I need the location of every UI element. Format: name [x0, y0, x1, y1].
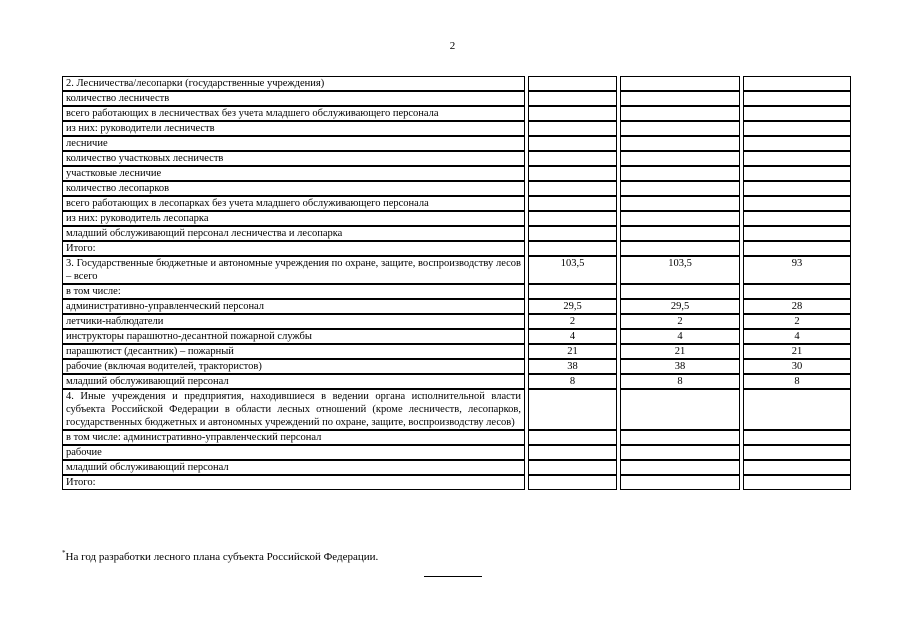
- footnote-marker: *: [62, 549, 66, 557]
- value-cell-1: [528, 445, 617, 460]
- value-cell-3: [743, 91, 851, 106]
- row-label: младший обслуживающий персонал: [62, 374, 525, 389]
- value-cell-3: 2: [743, 314, 851, 329]
- value-cell-1: [528, 121, 617, 136]
- row-label: из них: руководители лесничеств: [62, 121, 525, 136]
- value-cell-2: [620, 106, 740, 121]
- value-cell-1: [528, 181, 617, 196]
- value-cell-3: [743, 445, 851, 460]
- value-cell-2: [620, 226, 740, 241]
- table-row: [62, 121, 851, 136]
- value-cell-2: [620, 284, 740, 299]
- value-cell-2: [620, 211, 740, 226]
- value-cell-2: [620, 76, 740, 91]
- value-cell-1: [528, 241, 617, 256]
- value-cell-3: [743, 166, 851, 181]
- value-cell-3: [743, 136, 851, 151]
- row-label: количество участковых лесничеств: [62, 151, 525, 166]
- value-cell-3: [743, 241, 851, 256]
- table-row: [62, 76, 851, 91]
- value-cell-3: [743, 76, 851, 91]
- value-cell-1: [528, 475, 617, 490]
- table-row: [62, 314, 851, 329]
- value-cell-2: [620, 430, 740, 445]
- row-label: в том числе:: [62, 284, 525, 299]
- value-cell-2: [620, 475, 740, 490]
- table-row: [62, 284, 851, 299]
- row-label: 4. Иные учреждения и предприятия, находившиеся в ведении органа исполнительной власти субъекта Российской Федерации в области лесных отношений (кроме лесничеств, лесопарков, государственных бюджетных и автономных учреждений по охране, защите, воспроизводству лесов): [62, 389, 525, 430]
- value-cell-2: 8: [620, 374, 740, 389]
- row-label: 3. Государственные бюджетные и автономные учреждения по охране, защите, воспроизводству лесов – всего: [62, 256, 525, 284]
- row-label: участковые лесничие: [62, 166, 525, 181]
- table-row: [62, 329, 851, 344]
- value-cell-2: [620, 196, 740, 211]
- value-cell-1: [528, 226, 617, 241]
- row-label: Итого:: [62, 475, 525, 490]
- value-cell-1: [528, 430, 617, 445]
- value-cell-2: 2: [620, 314, 740, 329]
- value-cell-2: 29,5: [620, 299, 740, 314]
- value-cell-2: [620, 136, 740, 151]
- value-cell-3: 93: [743, 256, 851, 284]
- value-cell-1: [528, 136, 617, 151]
- row-label: административно-управленческий персонал: [62, 299, 525, 314]
- value-cell-2: [620, 151, 740, 166]
- row-label: количество лесопарков: [62, 181, 525, 196]
- table-row: [62, 181, 851, 196]
- value-cell-1: 4: [528, 329, 617, 344]
- table-row: [62, 299, 851, 314]
- value-cell-3: [743, 460, 851, 475]
- row-label: всего работающих в лесопарках без учета младшего обслуживающего персонала: [62, 196, 525, 211]
- table-row: [62, 136, 851, 151]
- value-cell-3: [743, 475, 851, 490]
- value-cell-2: [620, 460, 740, 475]
- row-label: инструкторы парашютно-десантной пожарной службы: [62, 329, 525, 344]
- row-label: количество лесничеств: [62, 91, 525, 106]
- row-label: рабочие: [62, 445, 525, 460]
- value-cell-3: [743, 196, 851, 211]
- value-cell-1: 2: [528, 314, 617, 329]
- value-cell-2: [620, 445, 740, 460]
- row-label: 2. Лесничества/лесопарки (государственные учреждения): [62, 76, 525, 91]
- value-cell-1: [528, 284, 617, 299]
- value-cell-3: 30: [743, 359, 851, 374]
- value-cell-1: [528, 196, 617, 211]
- table-row: [62, 226, 851, 241]
- value-cell-1: [528, 76, 617, 91]
- table-row: [62, 460, 851, 475]
- value-cell-2: 103,5: [620, 256, 740, 284]
- row-label: лесничие: [62, 136, 525, 151]
- value-cell-1: [528, 151, 617, 166]
- value-cell-3: [743, 121, 851, 136]
- table-row: [62, 430, 851, 445]
- value-cell-1: 29,5: [528, 299, 617, 314]
- value-cell-2: 21: [620, 344, 740, 359]
- value-cell-1: [528, 211, 617, 226]
- table-row: [62, 445, 851, 460]
- table-row: [62, 106, 851, 121]
- value-cell-3: [743, 106, 851, 121]
- table-row: [62, 344, 851, 359]
- table-row: [62, 374, 851, 389]
- value-cell-2: [620, 181, 740, 196]
- value-cell-2: [620, 121, 740, 136]
- value-cell-1: [528, 106, 617, 121]
- value-cell-1: [528, 91, 617, 106]
- value-cell-1: 103,5: [528, 256, 617, 284]
- footnote-separator-line: [424, 576, 482, 577]
- value-cell-1: 21: [528, 344, 617, 359]
- table-row: [62, 359, 851, 374]
- row-label: парашютист (десантник) – пожарный: [62, 344, 525, 359]
- table-row: [62, 256, 851, 284]
- row-label: рабочие (включая водителей, трактористов): [62, 359, 525, 374]
- table-row: [62, 166, 851, 181]
- value-cell-3: [743, 226, 851, 241]
- value-cell-2: [620, 91, 740, 106]
- table-row: [62, 196, 851, 211]
- row-label: из них: руководитель лесопарка: [62, 211, 525, 226]
- value-cell-2: [620, 241, 740, 256]
- value-cell-3: [743, 389, 851, 430]
- row-label: младший обслуживающий персонал лесничества и лесопарка: [62, 226, 525, 241]
- table-row: [62, 389, 851, 430]
- row-label: в том числе: административно-управленческий персонал: [62, 430, 525, 445]
- table-row: [62, 91, 851, 106]
- value-cell-3: [743, 151, 851, 166]
- table-row: [62, 475, 851, 490]
- footnote-text: На год разработки лесного плана субъекта Российской Федерации.: [65, 551, 379, 563]
- value-cell-1: [528, 460, 617, 475]
- value-cell-1: [528, 166, 617, 181]
- row-label: летчики-наблюдатели: [62, 314, 525, 329]
- page-number: 2: [449, 40, 456, 52]
- value-cell-3: [743, 284, 851, 299]
- row-label: всего работающих в лесничествах без учета младшего обслуживающего персонала: [62, 106, 525, 121]
- value-cell-3: [743, 430, 851, 445]
- value-cell-3: 21: [743, 344, 851, 359]
- value-cell-3: 4: [743, 329, 851, 344]
- value-cell-3: 28: [743, 299, 851, 314]
- value-cell-1: 38: [528, 359, 617, 374]
- row-label: младший обслуживающий персонал: [62, 460, 525, 475]
- value-cell-2: [620, 166, 740, 181]
- value-cell-3: [743, 181, 851, 196]
- value-cell-3: [743, 211, 851, 226]
- footnote: [62, 551, 378, 563]
- row-label: Итого:: [62, 241, 525, 256]
- value-cell-2: 4: [620, 329, 740, 344]
- value-cell-3: 8: [743, 374, 851, 389]
- table-row: [62, 151, 851, 166]
- value-cell-2: 38: [620, 359, 740, 374]
- forestry-staff-table: [62, 76, 851, 490]
- value-cell-1: 8: [528, 374, 617, 389]
- value-cell-2: [620, 389, 740, 430]
- table-row: [62, 211, 851, 226]
- value-cell-1: [528, 389, 617, 430]
- table-row: [62, 241, 851, 256]
